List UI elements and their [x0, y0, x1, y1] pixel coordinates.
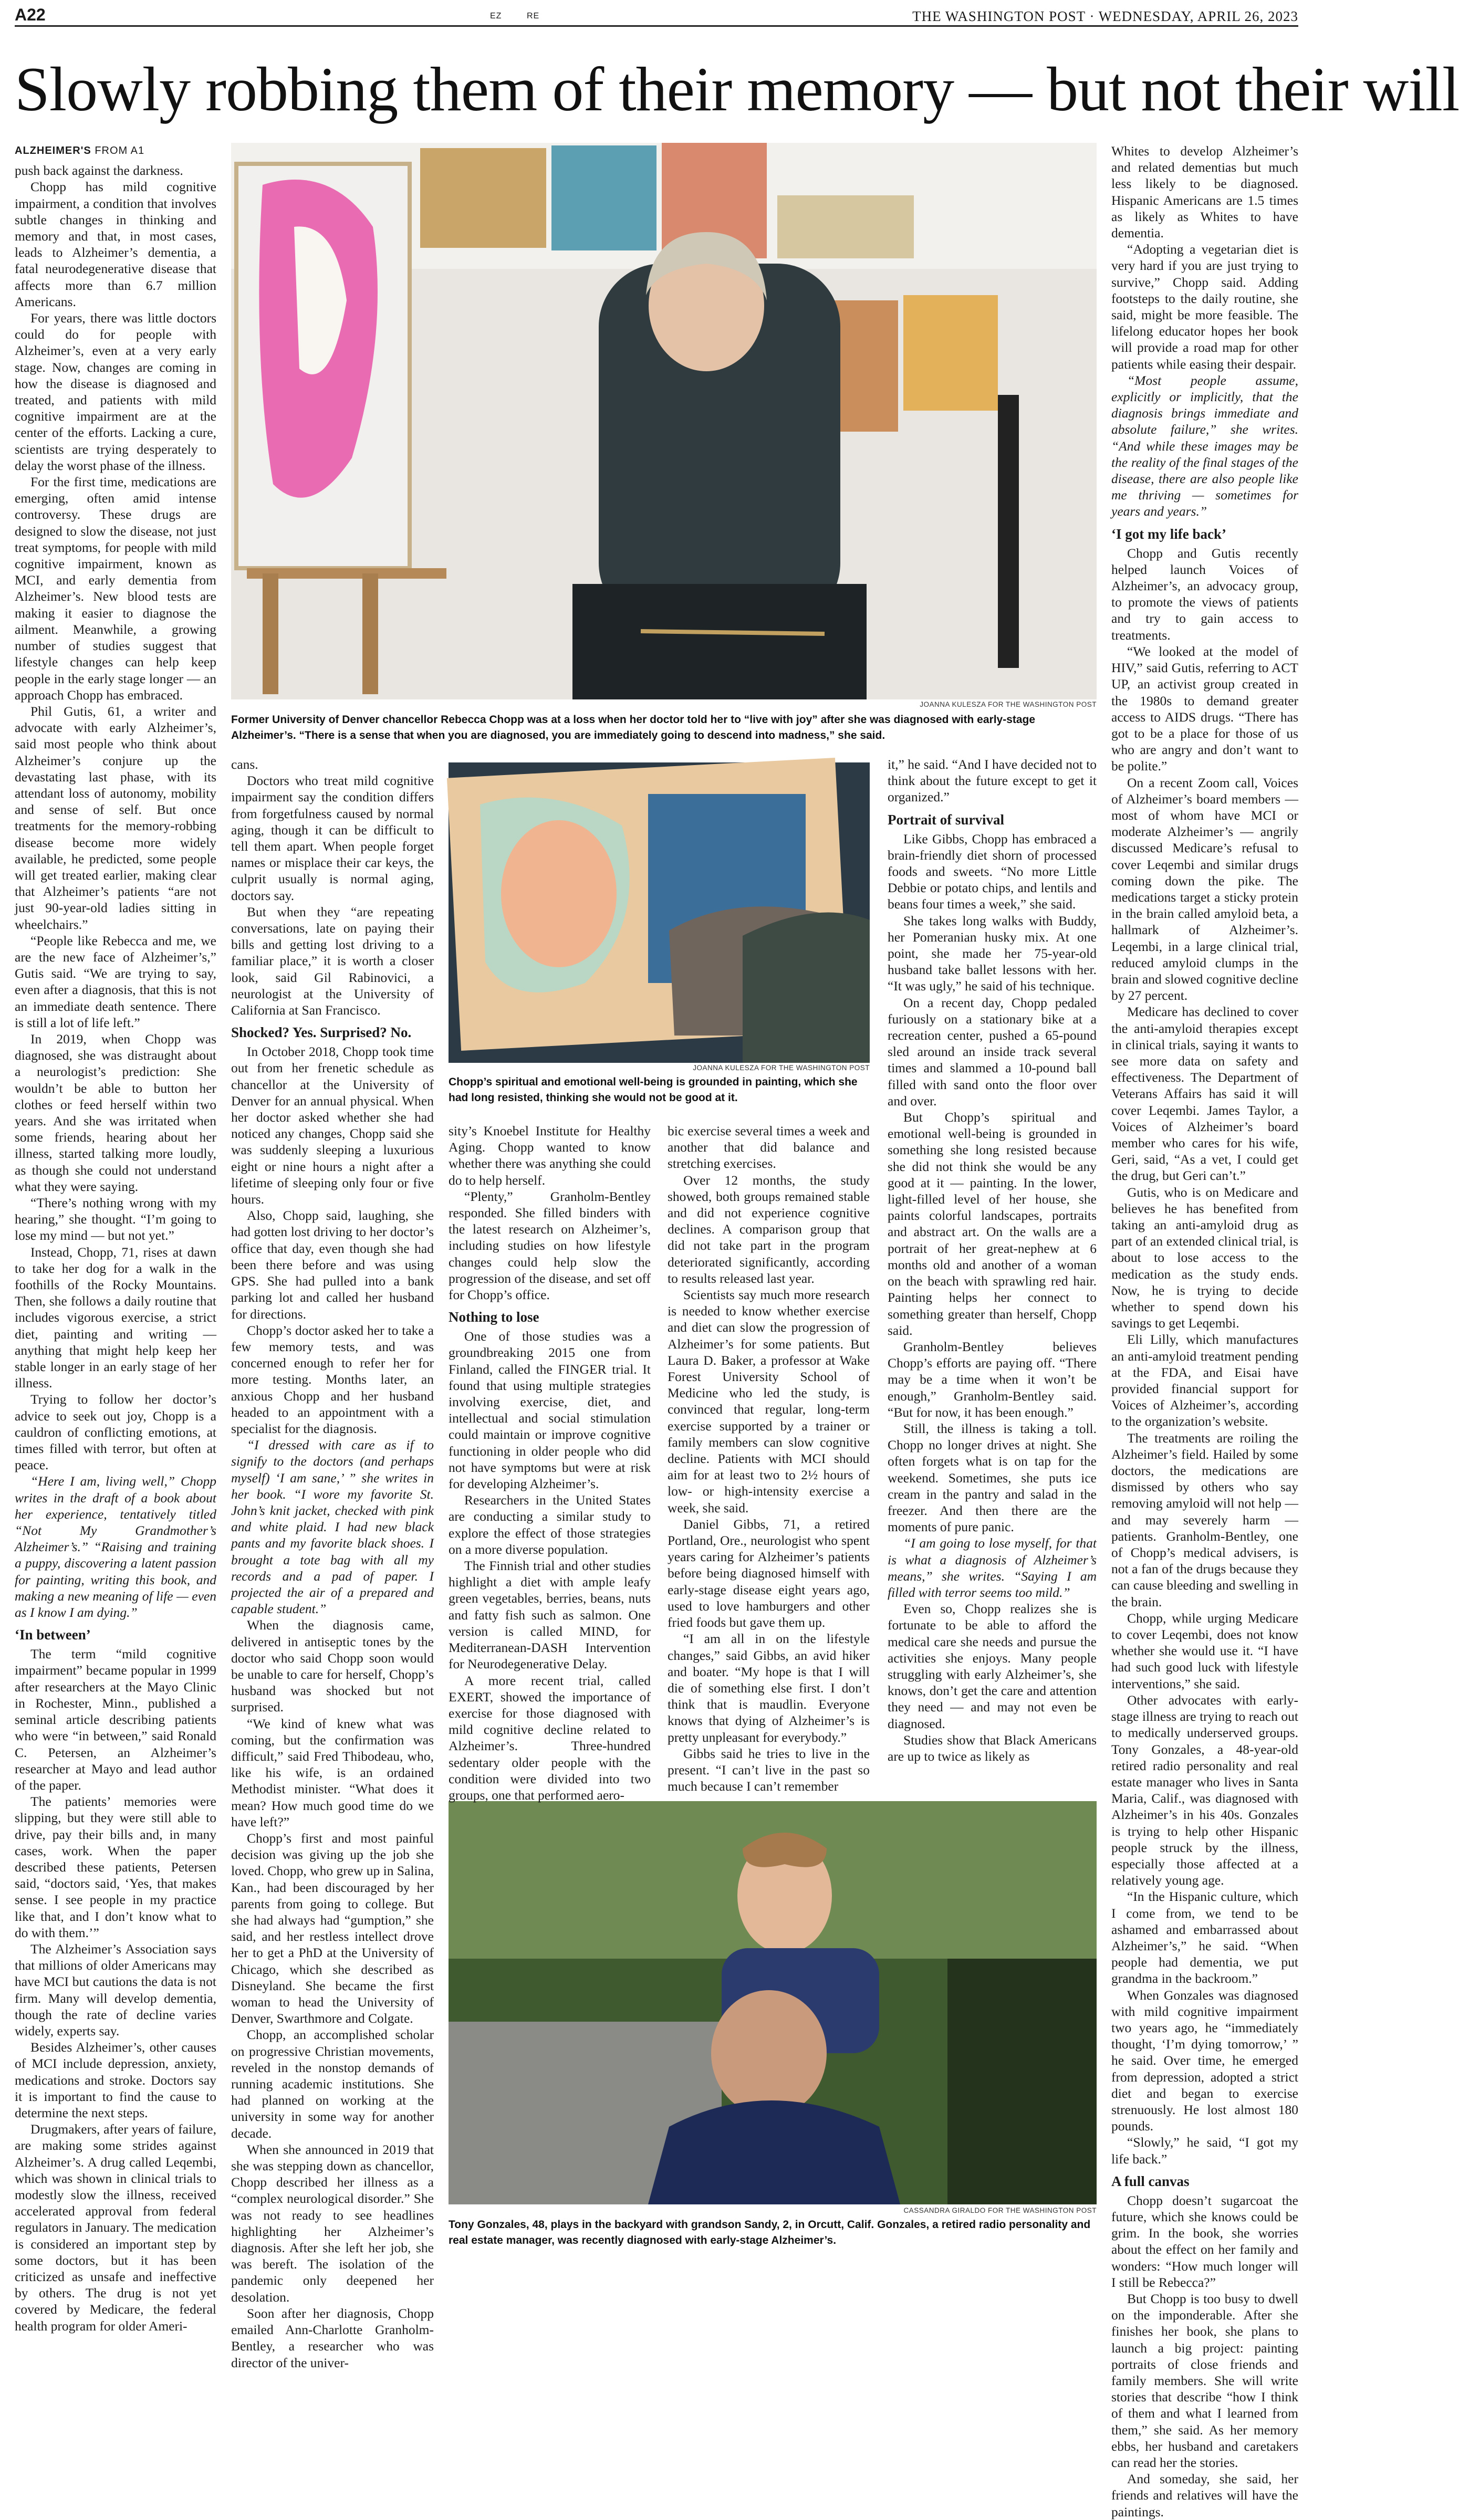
painting-photo: [449, 762, 870, 1063]
subhead: Portrait of survival: [888, 811, 1004, 828]
article-column-4: [668, 1123, 870, 1795]
paragraph: Drugmakers, after years of failure, are making some strides against Alzheimer’s. A drug called Leqembi, which was shown in clinical trials to modestly slow the illness, received accelerated approval from federal regulators in January. The medication is considered an important step by some doctors, but it has been criticized as unsafe and ineffective by others. The drug is not yet covered by Medicare, the federal health program for older Ameri-: [15, 2121, 216, 2334]
main-photo-chopp-studio: [231, 143, 1097, 699]
paragraph: Chopp, while urging Medicare to cover Leqembi, does not know whether she would use it. “I have had such good luck with lifestyle interventions,” she said.: [1111, 1610, 1298, 1691]
paragraph: The patients’ memories were slipping, but they were still able to drive, pay their bills and, in many cases, work. When the paper described these patients, Petersen said, “doctors said, ‘Yes, that makes sense. I see people in my practice like that, and I don’t know what to do with them.’”: [15, 1794, 216, 1940]
paragraph: Whites to develop Alzheimer’s and related dementias but much less likely to be diagnosed. Hispanic Americans are 1.5 times as likely as Whites to have dementia.: [1111, 143, 1298, 241]
paragraph: And someday, she said, her friends and relatives will have the paintings.: [1111, 2471, 1298, 2519]
paragraph: The Alzheimer’s Association says that millions of older Americans may have MCI but cautions the data is not firm. Many will develop dementia, though the rate of decline varies widely, experts say.: [15, 1941, 216, 2038]
paragraph: it,” he said. “And I have decided not to think about the future except to get it organized.”: [888, 757, 1097, 805]
paragraph: Chopp has mild cognitive impairment, a condition that involves subtle changes in thinking and memory and that, in most cases, leads to Alzheimer’s dementia, a fatal neurodegenerative disease that affects more than 6.7 million Americans.: [15, 179, 216, 309]
photo-credit: CASSANDRA GIRALDO FOR THE WASHINGTON POST: [903, 2207, 1097, 2214]
paragraph: Eli Lilly, which manufactures an anti-amyloid treatment pending at the FDA, and Eisai have provided financial support for Voices of Alzheimer’s, according to the organization’s website.: [1111, 1332, 1298, 1429]
paragraph: bic exercise several times a week and another that did balance and stretching exercises.: [668, 1123, 870, 1172]
paragraph: Even so, Chopp realizes she is fortunate to be able to afford the medical care she needs and pursue the activities she enjoys. Many people struggling with early Alzheimer’s, she knows, don’t get the care and attention they need — and may not even be diagnosed.: [888, 1601, 1097, 1731]
paragraph: Granholm-Bentley believes Chopp’s efforts are paying off. “There may be a time when it won’t be enough,” Granholm-Bentley said. “But for now, it has been enough.”: [888, 1339, 1097, 1420]
paragraph: Scientists say much more research is needed to know whether exercise and diet can slow the progression of Alzheimer’s for some patients. But Laura D. Baker, a professor at Wake Forest University School of Medicine who led the study, is convinced that regular, long-term exercise supported by a trainer or family members can slow cognitive decline. Patients with MCI should aim for at least two to 2½ hours of low- or high-intensity exercise a week, she said.: [668, 1287, 870, 1515]
paragraph: When she announced in 2019 that she was stepping down as chancellor, Chopp described her illness as a “complex neurological disorder.” She was not ready to see headlines highlighting her Alzheimer’s diagnosis. After she left her job, she was bereft. The isolation of the pandemic only deepened her desolation.: [231, 2141, 434, 2305]
paragraph: Chopp’s first and most painful decision was giving up the job she loved. Chopp, who grew up in Salina, Kan., had been discouraged by her parents from going to college. But she had always had “gumption,” she said, and her restless intellect drove her to get a PhD at the University of Chicago, which she described as Disneyland. She became the first woman to head the University of Denver, Swarthmore and Colgate.: [231, 1831, 434, 2026]
paragraph: Chopp’s doctor asked her to take a few memory tests, and was concerned enough to refer her for more testing. Months later, an anxious Chopp and her husband headed to an appointment with a specialist for the diagnosis.: [231, 1322, 434, 1436]
studio-photo-illustration: [231, 143, 1097, 699]
edition-code: RE: [527, 12, 540, 20]
book-excerpt: “I am going to lose myself, for that is what a diagnosis of Alzheimer’s means,” she writes. “Saying I am filled with terror seems too mild.”: [888, 1535, 1097, 1600]
book-excerpt: “Most people assume, explicitly or implicitly, that the diagnosis brings immediate and absolute failure,” she writes. “And while these images may be the reality of the final stages of the disease, there are also people like me thriving — sometimes for years and years.”: [1111, 372, 1298, 519]
paragraph: Daniel Gibbs, 71, a retired Portland, Ore., neurologist who spent years caring for Alzheimer’s patients before being diagnosed himself with early-stage disease eight years ago, used to love hamburgers and other fried foods but gave them up.: [668, 1516, 870, 1630]
paragraph: “Adopting a vegetarian diet is very hard if you are just trying to survive,” Chopp said. Adding footsteps to the daily routine, she said, might be more feasible. The lifelong educator hopes her book will provide a road map for other patients while easing their despair.: [1111, 242, 1298, 372]
paragraph: “In the Hispanic culture, which I come from, we tend to be ashamed and embarrassed about Alzheimer’s,” he said. “When people had dementia, we put grandma in the backroom.”: [1111, 1889, 1298, 1986]
newspaper-page: [15, 0, 1459, 2519]
paragraph: Besides Alzheimer’s, other causes of MCI include depression, anxiety, medications and stroke. Doctors say it is important to find the cause to determine the next steps.: [15, 2040, 216, 2120]
paragraph: Soon after her diagnosis, Chopp emailed Ann-Charlotte Granholm-Bentley, a researcher who was director of the univer-: [231, 2305, 434, 2370]
paragraph: Medicare has declined to cover the anti-amyloid therapies except in clinical trials, saying it wants to see more data on safety and effectiveness. The Department of Veterans Affairs has said it will cover Leqembi. James Taylor, a Voices of Alzheimer’s board member who cares for his wife, Geri, said, “As a vet, I could get the drug, but Geri can’t.”: [1111, 1004, 1298, 1184]
paragraph: Like Gibbs, Chopp has embraced a brain-friendly diet shorn of processed foods and sweets. “No more Little Debbie or potato chips, and lentils and beans four times a week,” she said.: [888, 831, 1097, 912]
paragraph: “There’s nothing wrong with my hearing,” she thought. “I’m going to lose my mind — but not yet.”: [15, 1195, 216, 1243]
paragraph: In October 2018, Chopp took time out from her frenetic schedule as chancellor at the University of Denver for an annual physical. When her doctor asked whether she had noticed any changes, Chopp said she was suddenly sleeping a luxurious eight or nine hours a night after a lifetime of sleeping only four or five hours.: [231, 1044, 434, 1207]
book-excerpt: “I dressed with care as if to signify to the doctors (and perhaps myself) ‘I am sane,’ ” she writes in her book. “I wore my favorite St. John’s knit jacket, checked with pink and white plaid. I had new black pants and my favorite black shoes. I brought a tote bag with all my records and a pad of paper. I projected the air of a prepared and capable student.”: [231, 1437, 434, 1617]
paragraph: “We looked at the model of HIV,” said Gutis, referring to ACT UP, an activist group created in the 1980s to demand greater access to AIDS drugs. “There has got to be a place for those of us who are angry and don’t want to be polite.”: [1111, 643, 1298, 774]
paragraph: When Gonzales was diagnosed with mild cognitive impairment two years ago, he “immediately thought, ‘I’m dying tomorrow,’ ” he said. Over time, he emerged from depression, adopted a strict diet and began to exercise strenuously. He lost almost 180 pounds.: [1111, 1987, 1298, 2134]
paragraph: cans.: [231, 757, 258, 772]
photo-caption: Chopp’s spiritual and emotional well-being is grounded in painting, which she had long resisted, thinking she would not be good at it.: [449, 1076, 858, 1104]
subhead: Nothing to lose: [449, 1309, 539, 1325]
paragraph: Chopp doesn’t sugarcoat the future, which she knows could be grim. In the book, she worries about the effect on her family and wonders: “How much longer will I still be Rebecca?”: [1111, 2192, 1298, 2290]
article-column-3: [449, 1123, 651, 1803]
photo-credit: JOANNA KULESZA FOR THE WASHINGTON POST: [693, 1064, 870, 1072]
photo-credit: JOANNA KULESZA FOR THE WASHINGTON POST: [920, 700, 1097, 708]
edition-code: EZ: [490, 12, 502, 20]
paragraph: For the first time, medications are emerging, often amid intense controversy. These drugs are designed to slow the disease, not just treat symptoms, for people with mild cognitive impairment, known as MCI, and early dementia from Alzheimer’s. New blood tests are making it easier to diagnose the ailment. Meanwhile, a growing number of studies suggest that lifestyle changes can help keep people in the early stage longer — an approach Chopp has embraced.: [15, 474, 216, 703]
book-excerpt: “Here I am, living well,” Chopp writes in the draft of a book about her experience, tentatively titled “Not My Grandmother’s Alzheimer’s.” “Raising and training a puppy, discovering a latent passion for painting, writing this book, and making a new meaning of life — even as I know I am dying.”: [15, 1473, 216, 1620]
article-column-6: [1111, 143, 1298, 2519]
paragraph: Chopp, an accomplished scholar on progressive Christian movements, reveled in the nonstop demands of running academic institutions. She had planned on working at the university in some way for another decade.: [231, 2027, 434, 2141]
paragraph: “Plenty,” Granholm-Bentley responded. She filled binders with the latest research on Alzheimer’s, including studies on how lifestyle changes could help slow the progression of the disease, and set off for Chopp’s office.: [449, 1188, 651, 1303]
paragraph: Chopp and Gutis recently helped launch Voices of Alzheimer’s, an advocacy group, to promote the views of patients and try to gain access to treatments.: [1111, 545, 1298, 643]
paragraph: “Slowly,” he said, “I got my life back.”: [1111, 2135, 1298, 2167]
paragraph: When the diagnosis came, delivered in antiseptic tones by the doctor who said Chopp soon would be unable to care for herself, Chopp’s husband was shocked but not surprised.: [231, 1617, 434, 1715]
backyard-photo-gonzales: [449, 1801, 1097, 2204]
paragraph: Trying to follow her doctor’s advice to seek out joy, Chopp is a cauldron of conflicting emotions, at times filled with terror, but often at peace.: [15, 1392, 216, 1473]
subhead: A full canvas: [1111, 2173, 1190, 2189]
paragraph: Still, the illness is taking a toll. Chopp no longer drives at night. She often forgets what is on tap for the weekend. Sometimes, she puts ice cream in the pantry and salad in the freezer. And then there are the moments of pure panic.: [888, 1420, 1097, 1535]
backyard-photo-illustration: [449, 1801, 1097, 2204]
paragraph: sity’s Knoebel Institute for Healthy Aging. Chopp wanted to know whether there was anything she could do to help herself.: [449, 1123, 651, 1188]
paragraph: Gutis, who is on Medicare and believes he has benefited from taking an anti-amyloid drug as part of an extended clinical trial, is about to lose access to the medication as the study ends. Now, he is trying to decide whether to spend down his savings to get Leqembi.: [1111, 1184, 1298, 1331]
paragraph: Instead, Chopp, 71, rises at dawn to take her dog for a walk in the foothills of the Rocky Mountains. Then, she follows a daily routine that includes vigorous exercise, a strict diet, painting and writing — anything that might help keep her stable longer in an early stage of her illness.: [15, 1244, 216, 1391]
paragraph: Other advocates with early-stage illness are trying to reach out to medically underserved groups. Tony Gonzales, a 48-year-old retired radio personality and real estate manager who lives in Santa Maria, Calif., was diagnosed with Alzheimer’s in his 40s. Gonzales is trying to help other Hispanic people struck by the illness, especially those affected at a relatively young age.: [1111, 1692, 1298, 1888]
folio-bar: [15, 4, 1298, 27]
paragraph: Doctors who treat mild cognitive impairment say the condition differs from forgetfulness caused by normal aging, though it can be difficult to tell them apart. When people forget names or misplace their car keys, the culprit usually is normal aging, doctors say.: [231, 773, 434, 903]
paragraph: On a recent Zoom call, Voices of Alzheimer’s board members — most of whom have MCI or moderate Alzheimer’s — angrily discussed Medicare’s refusal to cover Leqembi and similar drugs coming down the pike. The medications target a sticky protein in the brain called amyloid beta, a hallmark of Alzheimer’s. Leqembi, in a large clinical trial, reduced amyloid clumps in the brain and slowed cognitive decline by 27 percent.: [1111, 775, 1298, 1003]
paragraph: For years, there was little doctors could do for people with Alzheimer’s, even at a very early stage. Now, changes are coming in how the disease is diagnosed and treated, and patients with mild cognitive impairment are at the center of the efforts. Lacking a cure, scientists are trying desperately to delay the worst phase of the illness.: [15, 310, 216, 473]
paragraph: “We kind of knew what was coming, but the confirmation was difficult,” said Fred Thibodeau, who, like his wife, is an ordained Methodist minister. “What does it mean? How much good time do we have left?”: [231, 1716, 434, 1829]
paragraph: Studies show that Black Americans are up to twice as likely as: [888, 1732, 1097, 1764]
paragraph: But Chopp is too busy to dwell on the imponderable. After she finishes her book, she plans to launch a big project: painting portraits of close friends and family members. She will write stories that describe “how I think of them and what I learned from them,” she said. As her memory ebbs, her husband and caretakers can read her the stories.: [1111, 2291, 1298, 2471]
subhead: Shocked? Yes. Surprised? No.: [231, 1024, 412, 1041]
photo-caption: Former University of Denver chancellor Rebecca Chopp was at a loss when her doctor told her to “live with joy” after she was diagnosed with early-stage Alzheimer’s. “There is a sense that when you are diagnosed, you are immediately going to descend into madness,” she said.: [231, 714, 1036, 741]
subhead: ‘In between’: [15, 1627, 91, 1643]
paragraph: The term “mild cognitive impairment” became popular in 1999 after researchers at the Mayo Clinic in Rochester, Minn., published a seminal article describing patients who were “in between,” said Ronald C. Petersen, an Alzheimer’s researcher at Mayo and lead author of the paper.: [15, 1646, 216, 1793]
page-number: A22: [15, 5, 46, 24]
painting-photo-illustration: [449, 762, 870, 1063]
article-column-5: [888, 756, 1097, 1795]
paragraph: The Finnish trial and other studies highlight a diet with ample leafy green vegetables, berries, beans, nuts and fatty fish such as salmon. One version is called MIND, for Mediterranean-DASH Intervention for Neurodegenerative Delay.: [449, 1558, 651, 1672]
jump-line: [15, 143, 216, 159]
paragraph: In 2019, when Chopp was diagnosed, she was distraught about a neurologist’s prediction: She wouldn’t be able to button her clothes or feed herself within two years. And she was irritated when some friends, hearing about her illness, started talking more loudly, as though she could not understand what they were saying.: [15, 1031, 216, 1194]
photo-caption: Tony Gonzales, 48, plays in the backyard with grandson Sandy, 2, in Orcutt, Calif. Gonzales, a retired radio personality and real estate manager, was recently diagnosed with early-stage Alzheimer’s.: [449, 2219, 1091, 2246]
paragraph: A more recent trial, called EXERT, showed the importance of exercise for those diagnosed with mild cognitive decline related to Alzheimer’s. Three-hundred sedentary older people with the condition were divided into two groups, one that performed aero-: [449, 1672, 651, 1803]
paragraph: One of those studies was a groundbreaking 2015 one from Finland, called the FINGER trial. It found that using multiple strategies involving exercise, diet, and intellectual and social stimulation could maintain or improve cognitive functioning in older people who did not have symptoms but were at risk for developing Alzheimer’s.: [449, 1329, 651, 1492]
paragraph: Gibbs said he tries to live in the present. “I can’t live in the past so much because I can’t remember: [668, 1745, 870, 1794]
paragraph: Phil Gutis, 61, a writer and advocate with early Alzheimer’s, said most people who think about Alzheimer’s conjure up the devastating last phase, with its attendant loss of autonomy, mobility and sense of self. But once treatments for the memory-robbing disease become more widely available, he predicted, some people will get treated earlier, making clear that Alzheimer’s patients “are not just 90-year-old ladies sitting in wheelchairs.”: [15, 703, 216, 932]
paragraph: “People like Rebecca and me, we are the new face of Alzheimer’s,” Gutis said. “We are trying to say, even after a diagnosis, that this is not an immediate death sentence. There is still a lot of life left.”: [15, 933, 216, 1030]
paragraph: She takes long walks with Buddy, her Pomeranian husky mix. At one point, she made her 75-year-old husband take ballet lessons with her. “It was ugly,” he said of his technique.: [888, 913, 1097, 994]
jump-prefix: ALZHEIMER'S: [15, 145, 91, 156]
paragraph: The treatments are roiling the Alzheimer’s field. Hailed by some doctors, the medications are dismissed by others who say removing amyloid will not help — and may severely harm — patients. Granholm-Bentley, one of Chopp’s medical advisers, is not a fan of the drugs because they can cause bleeding and swelling in the brain.: [1111, 1430, 1298, 1609]
dateline: THE WASHINGTON POST · WEDNESDAY, APRIL 26, 2023: [912, 8, 1298, 24]
subhead: ‘I got my life back’: [1111, 526, 1226, 542]
paragraph: Over 12 months, the study showed, both groups remained stable and did not experience cognitive declines. A comparison group that did not take part in the program deteriorated significantly, according to results released last year.: [668, 1172, 870, 1286]
headline: Slowly robbing them of their memory — but not their will: [15, 54, 1459, 124]
paragraph: On a recent day, Chopp pedaled furiously on a stationary bike at a recreation center, pushed a 65-pound sled around an inside track several times and slammed a 10-pound ball filled with sand onto the floor over and over.: [888, 995, 1097, 1109]
article-column-1: [15, 143, 216, 2334]
paragraph: Also, Chopp said, laughing, she had gotten lost driving to her doctor’s office that day, even though she had been there before and was using GPS. She had pulled into a bank parking lot and called her husband for directions.: [231, 1208, 434, 1322]
jump-from: FROM A1: [95, 145, 145, 156]
article-column-2: [231, 756, 434, 2370]
paragraph: Researchers in the United States are conducting a similar study to explore the effect of those strategies on a more diverse population.: [449, 1492, 651, 1557]
paragraph: “I am all in on the lifestyle changes,” said Gibbs, an avid hiker and boater. “My hope is that I will die of something else first. I don’t think that is maudlin. Everyone knows that dying of Alzheimer’s is pretty unpleasant for everybody.”: [668, 1631, 870, 1745]
paragraph: But when they “are repeating conversations, late on paying their bills and getting lost driving to a familiar place,” it is worth a closer look, said Gil Rabinovici, a neurologist at the University of California at San Francisco.: [231, 904, 434, 1018]
paragraph: push back against the darkness.: [15, 163, 183, 179]
paragraph: But Chopp’s spiritual and emotional well-being is grounded in something she long resisted because she did not think she would be any good at it — painting. In the lower, light-filled level of her house, she paints colorful landscapes, portraits and abstract art. On the walls are a portrait of her great-nephew at 6 months old and another of a woman on the beach with sprawling red hair. Painting helps her connect to something greater than herself, Chopp said.: [888, 1110, 1097, 1338]
